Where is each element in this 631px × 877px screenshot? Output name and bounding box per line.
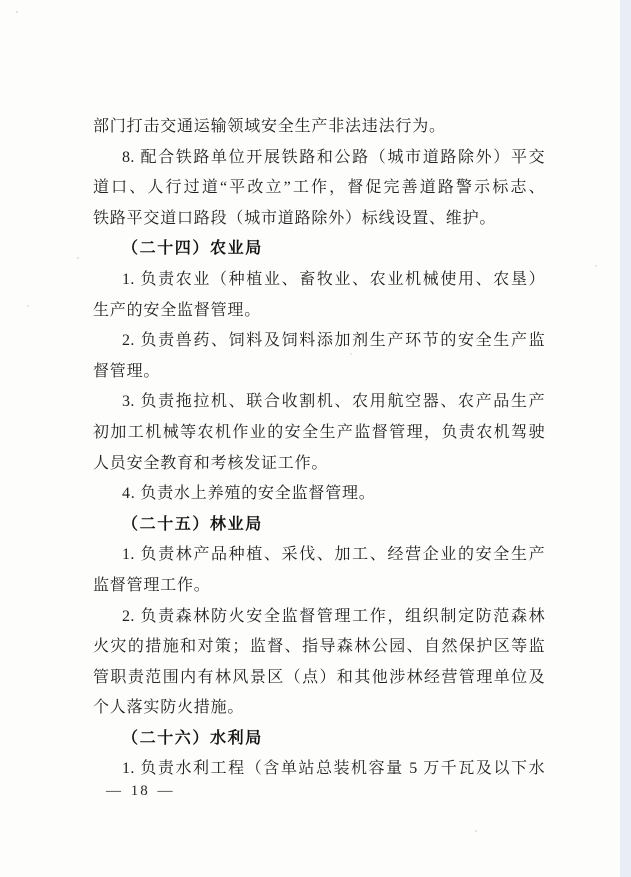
- text-line: 3. 负责拖拉机、联合收割机、农用航空器、农产品生产: [122, 393, 545, 411]
- text-line: 督管理。: [93, 362, 161, 380]
- text-line: 4. 负责水上养殖的安全监督管理。: [122, 485, 376, 503]
- text-line: 2. 负责兽药、饲料及饲料添加剂生产环节的安全生产监: [122, 332, 545, 350]
- scan-edge-strip: [620, 0, 631, 877]
- text-line: 管职责范围内有林风景区（点）和其他涉林经营管理单位及: [93, 668, 545, 686]
- text-line: 8. 配合铁路单位开展铁路和公路（城市道路除外）平交: [122, 148, 545, 166]
- text-line: 2. 负责森林防火安全监督管理工作，组织制定防范森林: [122, 607, 545, 625]
- text-line: 1. 负责林产品种植、采伐、加工、经营企业的安全生产: [122, 546, 545, 564]
- text-line: （二十六）水利局: [122, 729, 263, 747]
- text-line: 人员安全教育和考核发证工作。: [93, 454, 329, 472]
- text-line: 道口、人行过道“平改立”工作，督促完善道路警示标志、: [93, 179, 545, 197]
- text-line: （二十五）林业局: [122, 515, 263, 533]
- text-line: （二十四）农业局: [122, 240, 263, 258]
- text-line: 个人落实防火措施。: [93, 699, 245, 717]
- document-body: [93, 112, 545, 785]
- text-line: 火灾的措施和对策；监督、指导森林公园、自然保护区等监: [93, 638, 545, 656]
- text-line: 部门打击交通运输领域安全生产非法违法行为。: [93, 118, 446, 135]
- text-line: 铁路平交道口路段（城市道路除外）标线设置、维护。: [93, 209, 497, 227]
- text-line: 初加工机械等农机作业的安全生产监督管理，负责农机驾驶: [93, 423, 545, 441]
- text-line: 1. 负责水利工程（含单站总装机容量 5 万千瓦及以下水: [122, 760, 545, 778]
- text-line: 监督管理工作。: [93, 576, 211, 594]
- text-line: 生产的安全监督管理。: [93, 301, 262, 319]
- page-number: — 18 —: [106, 783, 175, 799]
- text-line: 1. 负责农业（种植业、畜牧业、农业机械使用、农垦）: [122, 270, 545, 288]
